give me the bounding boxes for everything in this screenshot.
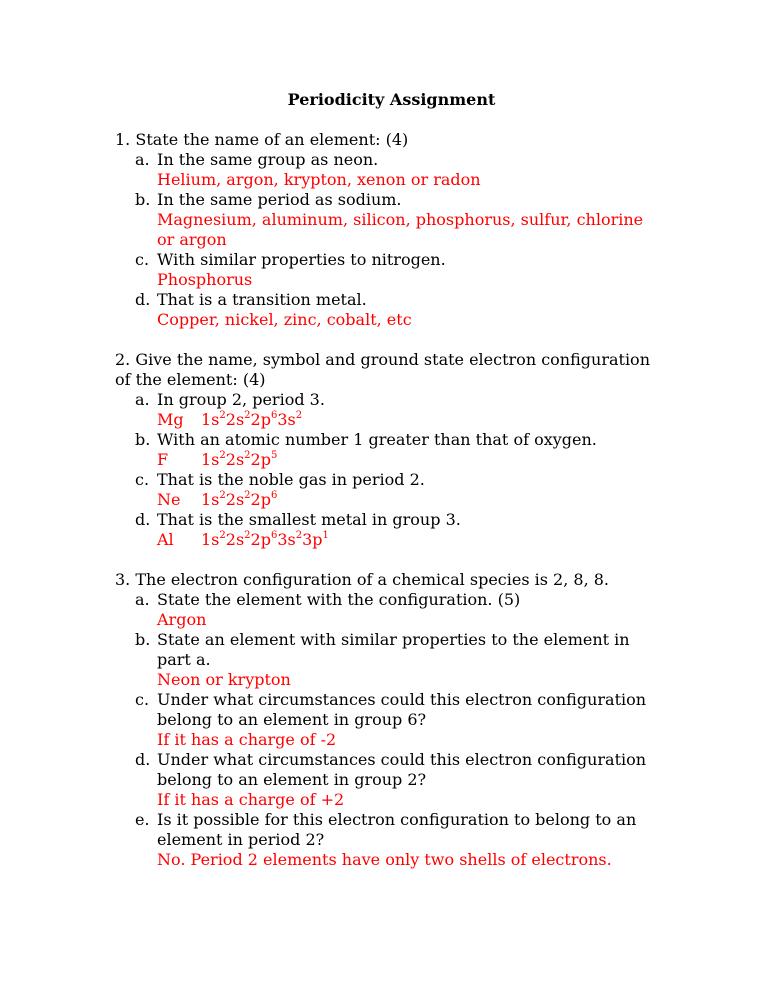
item-prompt: That is a transition metal.: [157, 290, 367, 309]
orbital: 2s: [225, 490, 245, 509]
orbital-electrons: 1: [322, 529, 329, 541]
item-answer: If it has a charge of +2: [157, 790, 345, 809]
orbital-electrons: 6: [270, 529, 278, 541]
item-answer: Phosphorus: [157, 270, 253, 289]
question-3: [115, 570, 658, 870]
question-1b: [115, 190, 658, 250]
question-3e: [115, 810, 658, 870]
question-2d: [115, 510, 658, 550]
item-prompt: That is the noble gas in period 2.: [157, 470, 425, 489]
question-2c: [115, 470, 658, 510]
question-1c: [115, 250, 658, 290]
question-2: [115, 350, 658, 550]
item-answer: [157, 450, 658, 470]
question-1d: [115, 290, 658, 330]
item-answer: No. Period 2 elements have only two shells of electrons.: [157, 850, 612, 869]
orbital-electrons: 2: [295, 529, 303, 541]
item-letter: e.: [135, 810, 150, 829]
orbital-electrons: 2: [219, 489, 226, 501]
orbital: 3s: [277, 410, 296, 429]
item-letter: c.: [135, 470, 150, 489]
item-answer: Helium, argon, krypton, xenon or radon: [157, 170, 481, 189]
orbital: 2s: [225, 530, 245, 549]
item-prompt: Is it possible for this electron configuration to belong to an element in period 2?: [157, 810, 637, 849]
item-answer: Neon or krypton: [157, 670, 291, 689]
item-letter: a.: [135, 590, 150, 609]
item-prompt: Under what circumstances could this electron configuration belong to an element in group 6?: [157, 690, 647, 729]
orbital-electrons: 2: [219, 409, 226, 421]
question-1-text: 1. State the name of an element: (4): [115, 130, 409, 149]
question-2-text: 2. Give the name, symbol and ground state electron configuration of the element: (4): [115, 350, 650, 389]
item-answer: [157, 530, 658, 550]
item-answer: If it has a charge of -2: [157, 730, 337, 749]
item-letter: a.: [135, 150, 150, 169]
item-letter: d.: [135, 510, 151, 529]
question-3b: [115, 630, 658, 690]
orbital: 2p: [250, 490, 271, 509]
element-symbol: Mg: [157, 410, 184, 429]
question-1a: [115, 150, 658, 190]
orbital: 1s: [201, 410, 220, 429]
orbital-electrons: 2: [244, 409, 251, 421]
electron-configuration: [201, 530, 329, 549]
item-letter: b.: [135, 190, 151, 209]
electron-configuration: [201, 450, 277, 469]
orbital-electrons: 6: [270, 489, 278, 501]
question-1: [115, 130, 658, 330]
question-3a: [115, 590, 658, 630]
item-prompt: In group 2, period 3.: [157, 390, 325, 409]
orbital-electrons: 2: [244, 449, 251, 461]
orbital: 2s: [225, 410, 245, 429]
item-answer: Magnesium, aluminum, silicon, phosphorus, sulfur, chlorine or argon: [157, 210, 644, 249]
item-prompt: State an element with similar properties to the element in part a.: [157, 630, 630, 669]
item-letter: a.: [135, 390, 150, 409]
question-3-text: 3. The electron configuration of a chemical species is 2, 8, 8.: [115, 570, 610, 589]
question-3c: [115, 690, 658, 750]
orbital: 2s: [225, 450, 245, 469]
item-prompt: Under what circumstances could this electron configuration belong to an element in group 2?: [157, 750, 647, 789]
question-2-items: [115, 390, 658, 550]
item-letter: d.: [135, 750, 151, 769]
question-1-items: [115, 150, 658, 330]
orbital: 3s: [277, 530, 296, 549]
question-2a: [115, 390, 658, 430]
element-symbol: Al: [157, 530, 174, 549]
page-title: Periodicity Assignment: [287, 90, 496, 109]
question-3-items: [115, 590, 658, 870]
orbital-electrons: 2: [219, 449, 226, 461]
orbital-electrons: 2: [295, 409, 303, 421]
element-symbol: Ne: [157, 490, 181, 509]
element-symbol: F: [157, 450, 169, 469]
orbital: 1s: [201, 450, 220, 469]
orbital-electrons: 2: [219, 529, 226, 541]
item-prompt: With similar properties to nitrogen.: [157, 250, 446, 269]
item-answer: Copper, nickel, zinc, cobalt, etc: [157, 310, 412, 329]
question-2b: [115, 430, 658, 470]
item-letter: b.: [135, 430, 151, 449]
item-letter: d.: [135, 290, 151, 309]
item-letter: b.: [135, 630, 151, 649]
orbital: 1s: [201, 490, 220, 509]
orbital-electrons: 2: [244, 529, 251, 541]
item-prompt: In the same period as sodium.: [157, 190, 402, 209]
orbital: 3p: [302, 530, 323, 549]
orbital-electrons: 2: [244, 489, 251, 501]
item-letter: c.: [135, 690, 150, 709]
orbital: 1s: [201, 530, 220, 549]
electron-configuration: [201, 490, 277, 509]
orbital-electrons: 6: [270, 409, 278, 421]
item-prompt: With an atomic number 1 greater than that of oxygen.: [157, 430, 597, 449]
item-answer: [157, 490, 658, 510]
item-prompt: State the element with the configuration. (5): [157, 590, 521, 609]
item-answer: Argon: [157, 610, 207, 629]
orbital: 2p: [250, 450, 271, 469]
item-prompt: That is the smallest metal in group 3.: [157, 510, 461, 529]
question-3d: [115, 750, 658, 810]
orbital: 2p: [250, 410, 271, 429]
electron-configuration: [201, 410, 302, 429]
orbital-electrons: 5: [270, 449, 278, 461]
orbital: 2p: [250, 530, 271, 549]
item-letter: c.: [135, 250, 150, 269]
item-prompt: In the same group as neon.: [157, 150, 379, 169]
item-answer: [157, 410, 658, 430]
